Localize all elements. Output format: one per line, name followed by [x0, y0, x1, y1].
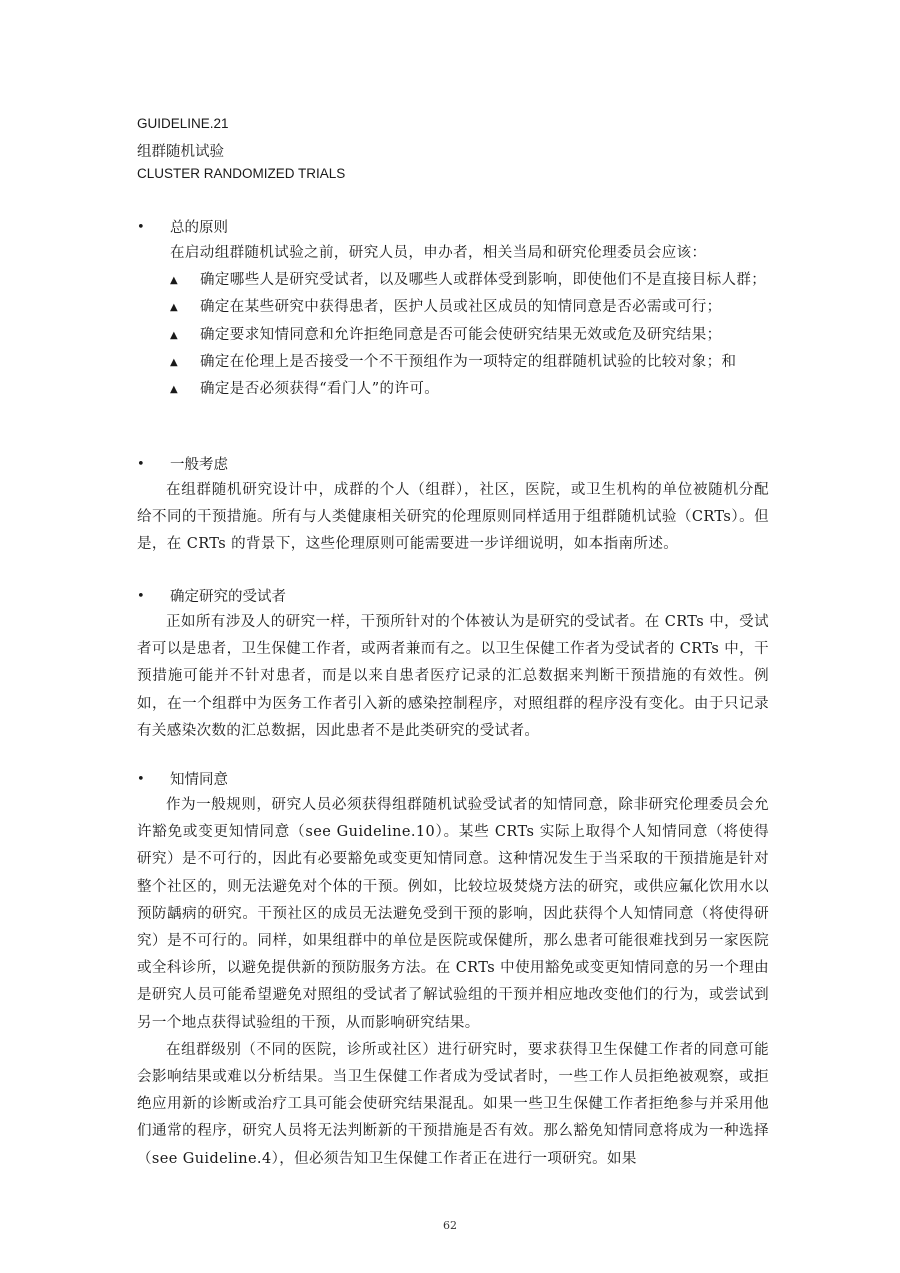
list-item-text: 确定要求知情同意和允许拒绝同意是否可能会使研究结果无效或危及研究结果；: [200, 326, 722, 343]
triangle-marker-icon: ▲: [170, 356, 179, 368]
triangle-marker-icon: ▲: [170, 329, 179, 341]
bullet-icon: •: [137, 772, 145, 787]
list-item: [137, 294, 769, 321]
list-item-text: 确定哪些人是研究受试者，以及哪些人或群体受到影响，即使他们不是直接目标人群；: [200, 272, 767, 289]
triangle-marker-icon: ▲: [170, 302, 179, 314]
list-item-text: 确定在伦理上是否接受一个不干预组作为一项特定的组群随机试验的比较对象；和: [200, 353, 737, 370]
section-body: 在组群随机研究设计中，成群的个人（组群），社区，医院，或卫生机构的单位被随机分配给不同的干预措施。所有与人类健康相关研究的伦理原则同样适用于组群随机试验（CRTs）。但是，在 CRTs 的背景下，这些伦理原则可能需要进一步详细说明，如本指南所述。: [137, 482, 769, 553]
page-title-cn: 组群随机试验: [137, 144, 224, 160]
section-body: 作为一般规则，研究人员必须获得组群随机试验受试者的知情同意，除非研究伦理委员会允许豁免或变更知情同意（see Guideline.10）。某些 CRTs 实际上取得个人知情同意（将使得研究）是不可行的，因此有必要豁免或变更知情同意。这种情况发生于当采取的干预措施是针对整个社区的，则无法避免对个体的干预。例如，比较垃圾焚烧方法的研究，或供应氟化饮用水以预防龋病的研究。干预社区的成员无法避免受到干预的影响，因此获得个人知情同意（将使得研究）是不可行的。同样，如果组群中的单位是医院或保健所，那么患者可能很难找到另一家医院或全科诊所，以避免提供新的预防服务方法。在 CRTs 中使用豁免或变更知情同意的另一个理由是研究人员可能希望避免对照组的受试者了解试验组的干预并相应地改变他们的行为，或尝试到另一个地点获得试验组的干预，从而影响研究结果。: [137, 797, 769, 1031]
bullet-icon: •: [137, 457, 145, 472]
list-item: [137, 376, 769, 403]
bullet-icon: •: [137, 589, 145, 604]
section-heading-row: [137, 585, 769, 609]
list-item: [137, 322, 769, 349]
page-number: 62: [443, 1219, 457, 1232]
principles-list: [137, 267, 769, 403]
section-body: 正如所有涉及人的研究一样，干预所针对的个体被认为是研究的受试者。在 CRTs 中，受试者可以是患者，卫生保健工作者，或两者兼而有之。以卫生保健工作者为受试者的 CRTs 中，干预措施可能并不针对患者，而是以来自患者医疗记录的汇总数据来判断干预措施的有效性。例如，在一个组群中为医务工作者引入新的感染控制程序，对照组群的程序没有变化。由于只记录有关感染次数的汇总数据，因此患者不是此类研究的受试者。: [137, 614, 769, 739]
list-item: [137, 267, 769, 294]
page-title-en: CLUSTER RANDOMIZED TRIALS: [137, 166, 346, 181]
list-item-text: 确定在某些研究中获得患者，医护人员或社区成员的知情同意是否必需或可行；: [200, 299, 722, 316]
section-heading-row: [137, 216, 769, 240]
section-heading: 知情同意: [170, 772, 228, 788]
section-subjects: [137, 585, 769, 745]
list-item: [137, 349, 769, 376]
bullet-icon: •: [137, 220, 145, 235]
section-principles: [137, 216, 769, 403]
triangle-marker-icon: ▲: [170, 275, 179, 287]
section-heading: 一般考虑: [170, 457, 228, 473]
section-consent: [137, 768, 769, 1173]
section-heading-row: [137, 453, 769, 477]
section-heading-row: [137, 768, 769, 792]
section-intro: 在启动组群随机试验之前，研究人员，申办者，相关当局和研究伦理委员会应该：: [170, 245, 707, 261]
section-body: 在组群级别（不同的医院，诊所或社区）进行研究时，要求获得卫生保健工作者的同意可能会影响结果或难以分析结果。当卫生保健工作者成为受试者时，一些工作人员拒绝被观察，或拒绝应用新的诊断或治疗工具可能会使研究结果混乱。如果一些卫生保健工作者拒绝参与并采用他们通常的程序，研究人员将无法判断新的干预措施是否有效。那么豁免知情同意将成为一种选择（see Guideline.4），但必须告知卫生保健工作者正在进行一项研究。如果: [137, 1041, 769, 1167]
guideline-number: GUIDELINE.21: [137, 116, 229, 131]
list-item-text: 确定是否必须获得“看门人”的许可。: [200, 381, 440, 398]
section-heading: 总的原则: [170, 220, 228, 236]
section-general: [137, 453, 769, 559]
section-heading: 确定研究的受试者: [170, 589, 286, 605]
triangle-marker-icon: ▲: [170, 384, 179, 396]
